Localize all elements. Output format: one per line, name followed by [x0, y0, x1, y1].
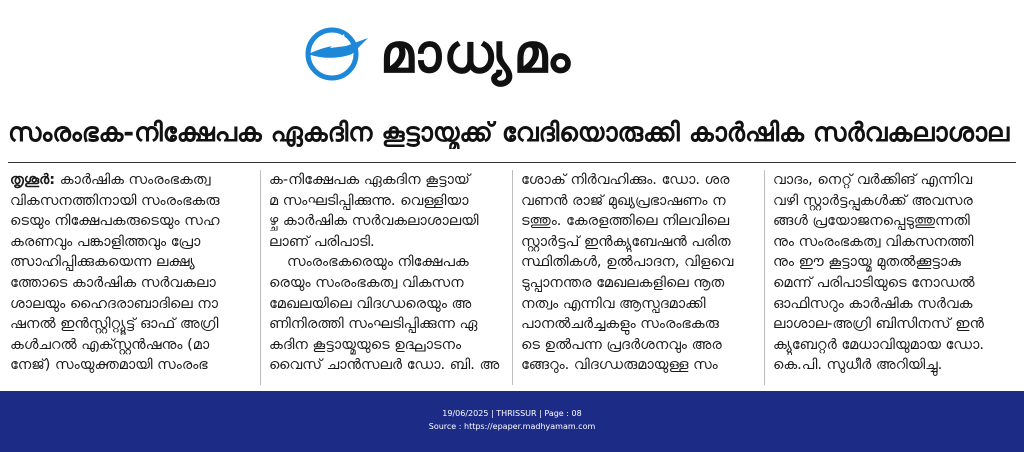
- article-line: ഓഫിസറും കാർഷിക സർവക: [773, 295, 973, 312]
- brand-logo[interactable]: [300, 14, 572, 94]
- article-line: ടുപ്പാനന്തര മേഖലകളിലെ നൂത: [521, 274, 725, 291]
- article-line: ക-നിക്ഷേപക ഏകദിന കൂട്ടായ്: [269, 172, 470, 188]
- footer-date-place-page: 19/06/2025 | THRISSUR | Page : 08: [442, 409, 582, 418]
- article-line: ത്തോടെ കാർഷിക സർവകലാ: [10, 274, 216, 291]
- article-headline: സംരംഭക-നിക്ഷേപക ഏകദിന കൂട്ടായ്മക്ക് വേദിയൊരുക്കി കാർഷിക സർവകലാശാല: [8, 118, 1010, 148]
- article-line: നേജ്) സംയുക്തമായി സംരംഭ: [10, 357, 208, 374]
- article-line: നത്വം എന്നിവ ആസ്പദമാക്കി: [521, 295, 706, 312]
- article-line: കെ.പി. സുധീർ അറിയിച്ചു.: [773, 357, 943, 374]
- article-line: വണൻ രാജ് മുഖ്യപ്രഭാഷണം ന: [521, 192, 726, 209]
- dateline: തൃശൂർ:: [10, 172, 56, 188]
- article-line: വഴി സ്റ്റാർട്ടപ്പുകൾക്ക് അവസര: [773, 192, 973, 209]
- article-line: തൃശൂർ: കാർഷിക സംരംഭകത്വ: [10, 172, 211, 188]
- article-line: കരണവും പങ്കാളിത്തവും പ്രോ: [10, 233, 201, 250]
- article-line: നും സംരംഭകത്വ വികസനത്തി: [773, 233, 974, 250]
- article-line: വൈസ് ചാൻസലർ ഡോ. ബി. അ: [269, 357, 500, 374]
- headline-divider: [8, 162, 1016, 163]
- article-line: പാനൽചർച്ചകളും സംരംഭകരു: [521, 316, 719, 333]
- article-line: നും ഈ കൂട്ടായ്മ മുതൽക്കൂട്ടാകു: [773, 254, 961, 271]
- article-line: സ്ഥിതികൾ, ഉൽപാദന, വിളവെ: [521, 254, 734, 271]
- article-line: ടെ ഉൽപന്ന പ്രദർശനവും അര: [521, 336, 722, 353]
- article-column-4: [764, 170, 1016, 385]
- article-line: ടത്തും. കേരളത്തിലെ നിലവിലെ: [521, 213, 730, 230]
- article-line: മ സംഘടിപ്പിക്കുന്നു. വെള്ളിയാ: [269, 192, 469, 209]
- article-line: മെന്ന് പരിപാടിയുടെ നോഡൽ: [773, 274, 975, 291]
- article-line: ക്യുബേറ്റർ മേധാവിയുമായ ഡോ.: [773, 336, 984, 353]
- article-line: ങ്ങേറും. വിദഗ്ധരുമായുള്ള സം: [521, 357, 718, 374]
- article-line: ശാലയും ഹൈദരാബാദിലെ നാ: [10, 295, 218, 312]
- article-line: രെയും സംരംഭകത്വ വികസന: [269, 274, 464, 291]
- article-line: ണിനിരത്തി സംഘടിപ്പിക്കുന്ന ഏ: [269, 316, 478, 333]
- article-line: ഴ്ച കാർഷിക സർവകലാശാലയി: [269, 213, 479, 230]
- brand-name: മാധ്യമം: [380, 22, 573, 85]
- article-line: സ്റ്റാർട്ടപ് ഇൻക്യുബേഷൻ പരിത: [521, 233, 731, 250]
- article-line: ലാണ് പരിപാടി.: [269, 233, 375, 250]
- article-line: ഷനൽ ഇൻസ്റ്റിറ്റ്യൂട്ട് ഓഫ് അഗ്രി: [10, 316, 219, 333]
- article-column-2: [260, 170, 512, 385]
- article-column-1: [8, 170, 260, 385]
- article-body: [8, 170, 1016, 385]
- bird-globe-icon: [300, 24, 370, 84]
- article-line: ത്സാഹിപ്പിക്കുകയെന്ന ലക്ഷ്യ: [10, 254, 195, 271]
- footer-source-link[interactable]: Source : https://epaper.madhyamam.com: [428, 422, 596, 431]
- article-line: കദിന കൂട്ടായ്മയുടെ ഉദ്ഘാടനം: [269, 336, 462, 353]
- epaper-footer: [0, 391, 1024, 452]
- article-line: മേഖലയിലെ വിദഗ്ധരെയും അ: [269, 295, 472, 312]
- article-line: കൾചറൽ എക്സ്റ്റൻഷനും (മാ: [10, 336, 210, 353]
- article-line: വാദം, നെറ്റ് വർക്കിങ് എന്നിവ: [773, 172, 973, 188]
- article-line: സംരംഭകരെയും നിക്ഷേപക: [287, 254, 469, 271]
- article-line: ശോക് നിർവഹിക്കും. ഡോ. ശര: [521, 172, 730, 188]
- article-line: ടെയും നിക്ഷേപകരുടെയും സഹ: [10, 213, 220, 230]
- article-line: ങ്ങൾ പ്രയോജനപ്പെടുത്തുന്നതി: [773, 213, 970, 230]
- article-line: ലാശാല-അഗ്രി ബിസിനസ് ഇൻ: [773, 316, 984, 333]
- masthead: [0, 0, 1024, 100]
- article-line: വികസനത്തിനായി സംരംഭകരു: [10, 192, 220, 209]
- article-column-3: [512, 170, 764, 385]
